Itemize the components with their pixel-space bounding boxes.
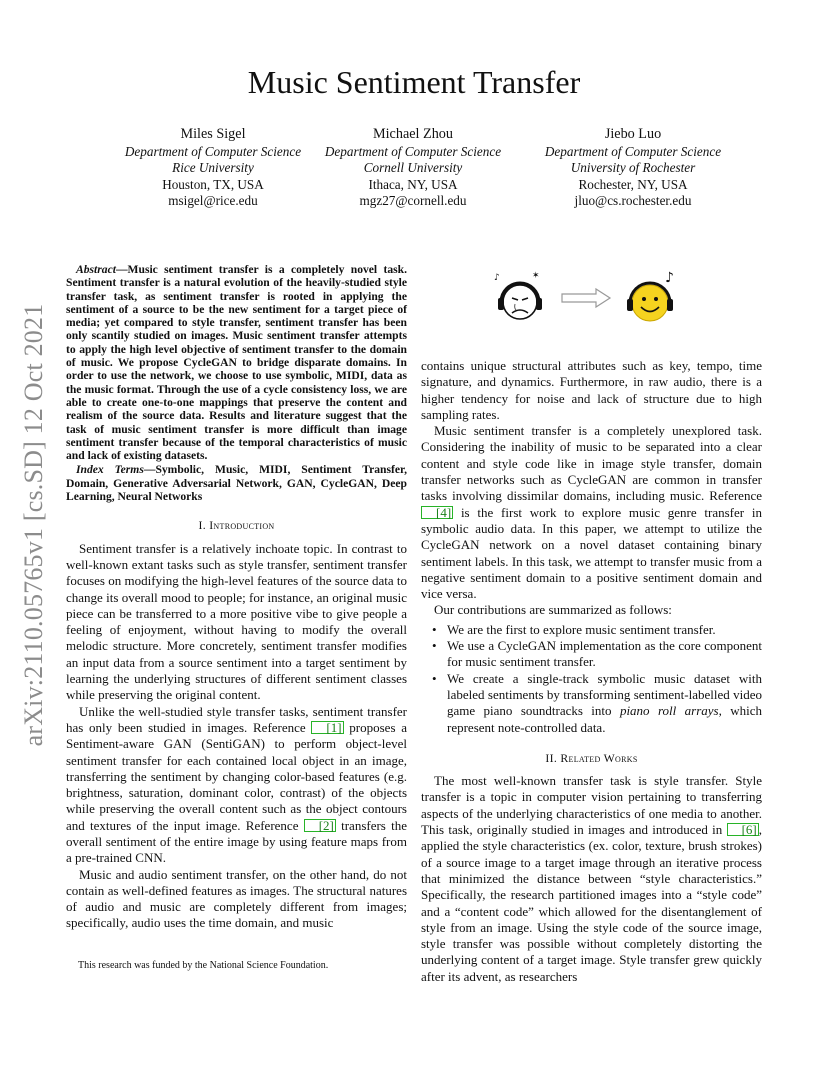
text-run: , applied the style characteristics (ex. color, texture, brush strokes) of a source image to a target image through an iterative process that minimized the distance between “style characteristics.” Specifically, the research partitioned images into a “style code” and a “content code” which allowed for the disentanglement of style from an image. Using the style code of the source image, style transfer was possible without completely distorting the underlying content of a target image. Style transfer grew quickly after its advent, as researchers: [421, 822, 762, 984]
index-terms-lead: Index Terms: [76, 463, 144, 477]
text-run: proposes a Sentiment-aware GAN (SentiGAN) to perform object-level sentiment transfer for each contained local object in an image, transferring the sentiment by changing color-based features (e.g. brightness, saturation, dominant color, contrast) of the objects while preserving the overall content such as the object contours and textures of the input image. Reference: [66, 719, 407, 833]
intro-paragraph-1: Sentiment transfer is a relatively inchoate topic. In contrast to well-known extant tasks such as style transfer, sentiment transfer focuses on modifying the high-level features of the source data to change its overall mood to people; for instance, an original music piece can be transferred to a more positive vibe to give people a feeling of enjoyment, without having to modify the overall melodic structure. More concretely, sentiment transfer modifies an input data from a source sentiment into a target sentiment by learning the underlying structures of different sentiment classes while preserving the original content.: [66, 540, 407, 703]
author-department: Department of Computer Science: [544, 143, 722, 159]
right-arrow-icon: [562, 289, 610, 307]
author-name: Jiebo Luo: [604, 126, 662, 142]
list-item: • We are the first to explore music sentiment transfer.: [447, 622, 762, 638]
right-paragraph-1: contains unique structural attributes such as key, tempo, time signature, and dynamics. Furthermore, in raw audio, there is a higher tendency for noise and lack of structure due to high sampling rates.: [421, 358, 762, 422]
citation-link[interactable]: [1]: [311, 721, 343, 734]
author-email[interactable]: jluo@cs.rochester.edu: [574, 193, 692, 209]
paper-title: Music Sentiment Transfer: [247, 64, 581, 100]
section-heading-related-works: [421, 750, 762, 766]
author-location: Houston, TX, USA: [162, 176, 264, 192]
left-column: [66, 263, 407, 932]
author-email[interactable]: mgz27@cornell.edu: [359, 193, 467, 209]
author-2: [303, 126, 523, 210]
citation-link[interactable]: [4]: [421, 506, 453, 519]
author-location: Rochester, NY, USA: [578, 176, 688, 192]
figure-graphic: [490, 268, 690, 330]
author-department: Department of Computer Science: [124, 143, 302, 159]
text-run: transfers the overall sentiment of the entire image by using feature maps from a pre-trained CNN.: [66, 817, 407, 866]
author-university: University of Rochester: [570, 160, 696, 176]
svg-text:♪: ♪: [494, 273, 500, 283]
text-run: Music sentiment transfer is a completely unexplored task. Considering the inability of music to be separated into a clear content and style code like in image style transfer, domain transfer networks such as CycleGAN are common in transfer tasks involving dissimilar domains, including music. Reference: [421, 423, 762, 504]
svg-text:✶: ✶: [532, 271, 540, 281]
right-column: [421, 358, 762, 985]
abstract: [66, 263, 407, 462]
abstract-lead: Abstract: [76, 263, 116, 276]
right-paragraph-2: [421, 423, 762, 602]
list-item: • We use a CycleGAN implementation as the core component for music sentiment transfer.: [447, 638, 762, 671]
text-run: piano roll arrays: [619, 703, 719, 719]
arxiv-identifier[interactable]: arXiv:2110.05765v1 [cs.SD] 12 Oct 2021: [19, 303, 48, 747]
citation-link[interactable]: [2]: [304, 819, 336, 832]
contributions-list: [421, 622, 762, 736]
author-email[interactable]: msigel@rice.edu: [168, 193, 258, 209]
section-title: Introduction: [209, 518, 275, 533]
abstract-text: —Music sentiment transfer is a completely novel task. Sentiment transfer is a natural evolution of the heavily-studied style transfer task, as sentiment transfer is rooted in applying the sentiment of a source to be the new sentiment for a target piece of media; yet compared to style transfer, sentiment transfer has been only scantily studied on images. Music sentiment transfer attempts to apply the high level objective of sentiment transfer to the domain of music. We propose CycleGAN to bridge disparate domains. In order to use the network, we choose to use symbolic, MIDI, data as the music format. Through the use of a cycle consistency loss, we are able to create one-to-one mappings that preserve the content and realism of the source data. Results and literature suggest that the task of music sentiment transfer is more difficult than image sentiment transfer because of the temporal characteristics of music and lack of existing datasets.: [66, 263, 407, 463]
author-3: [523, 126, 743, 210]
footnote: This research was funded by the National Science Foundation.: [78, 960, 329, 971]
author-1: [103, 126, 323, 210]
related-paragraph-1: [421, 773, 762, 985]
section-number: I.: [198, 518, 210, 533]
text-run: is the first work to explore music genre transfer in symbolic audio data. In this paper, we attempt to utilize the CycleGAN network on a novel dataset containing binary sentiment labels. In this task, we attempt to transfer music from a negative sentiment domain to a positive sentiment domain and vice versa.: [421, 504, 762, 602]
happy-face-icon: [627, 270, 674, 321]
index-terms: [66, 463, 407, 503]
sentiment-transfer-figure: [490, 268, 690, 330]
arxiv-stamp: [14, 290, 54, 760]
section-title: Related Works: [560, 750, 638, 765]
author-university: Cornell University: [363, 160, 463, 176]
author-name: Miles Sigel: [180, 126, 246, 142]
list-item: [447, 671, 762, 736]
author-university: Rice University: [172, 160, 254, 176]
text-run: , which represent note-controlled data.: [447, 703, 763, 735]
section-heading-introduction: [66, 517, 407, 533]
text-run: We create a single-track symbolic music dataset with labeled sentiments by transforming sentiment-labelled video game piano soundtracks into: [447, 670, 762, 719]
author-block: [0, 126, 828, 216]
sad-face-icon: [494, 271, 542, 319]
svg-text:♪: ♪: [665, 270, 674, 286]
intro-paragraph-3: Music and audio sentiment transfer, on the other hand, do not contain as well-defined features as images. The structural natures of audio and music are completely different from images; specifically, audio uses the time domain, and music: [66, 866, 407, 931]
intro-paragraph-2: [66, 704, 407, 867]
author-location: Ithaca, NY, USA: [368, 176, 458, 192]
index-terms-text: —Symbolic, Music, MIDI, Sentiment Transfer, Domain, Generative Adversarial Network, GAN, CycleGAN, Deep Learning, Neural Networks: [66, 463, 407, 504]
citation-link[interactable]: [6]: [727, 823, 759, 836]
contributions-intro: Our contributions are summarized as follows:: [434, 602, 672, 618]
text-run: The most well-known transfer task is style transfer. Style transfer is a topic in computer vision pertaining to transferring aspects of the underlying characteristics of one media to another. This task, originally studied in images and introduced in: [421, 773, 762, 838]
text-run: Unlike the well-studied style transfer tasks, sentiment transfer has only been studied in images. Reference: [66, 703, 407, 735]
author-department: Department of Computer Science: [324, 143, 502, 159]
author-name: Michael Zhou: [373, 126, 453, 142]
section-number: II.: [545, 750, 561, 765]
